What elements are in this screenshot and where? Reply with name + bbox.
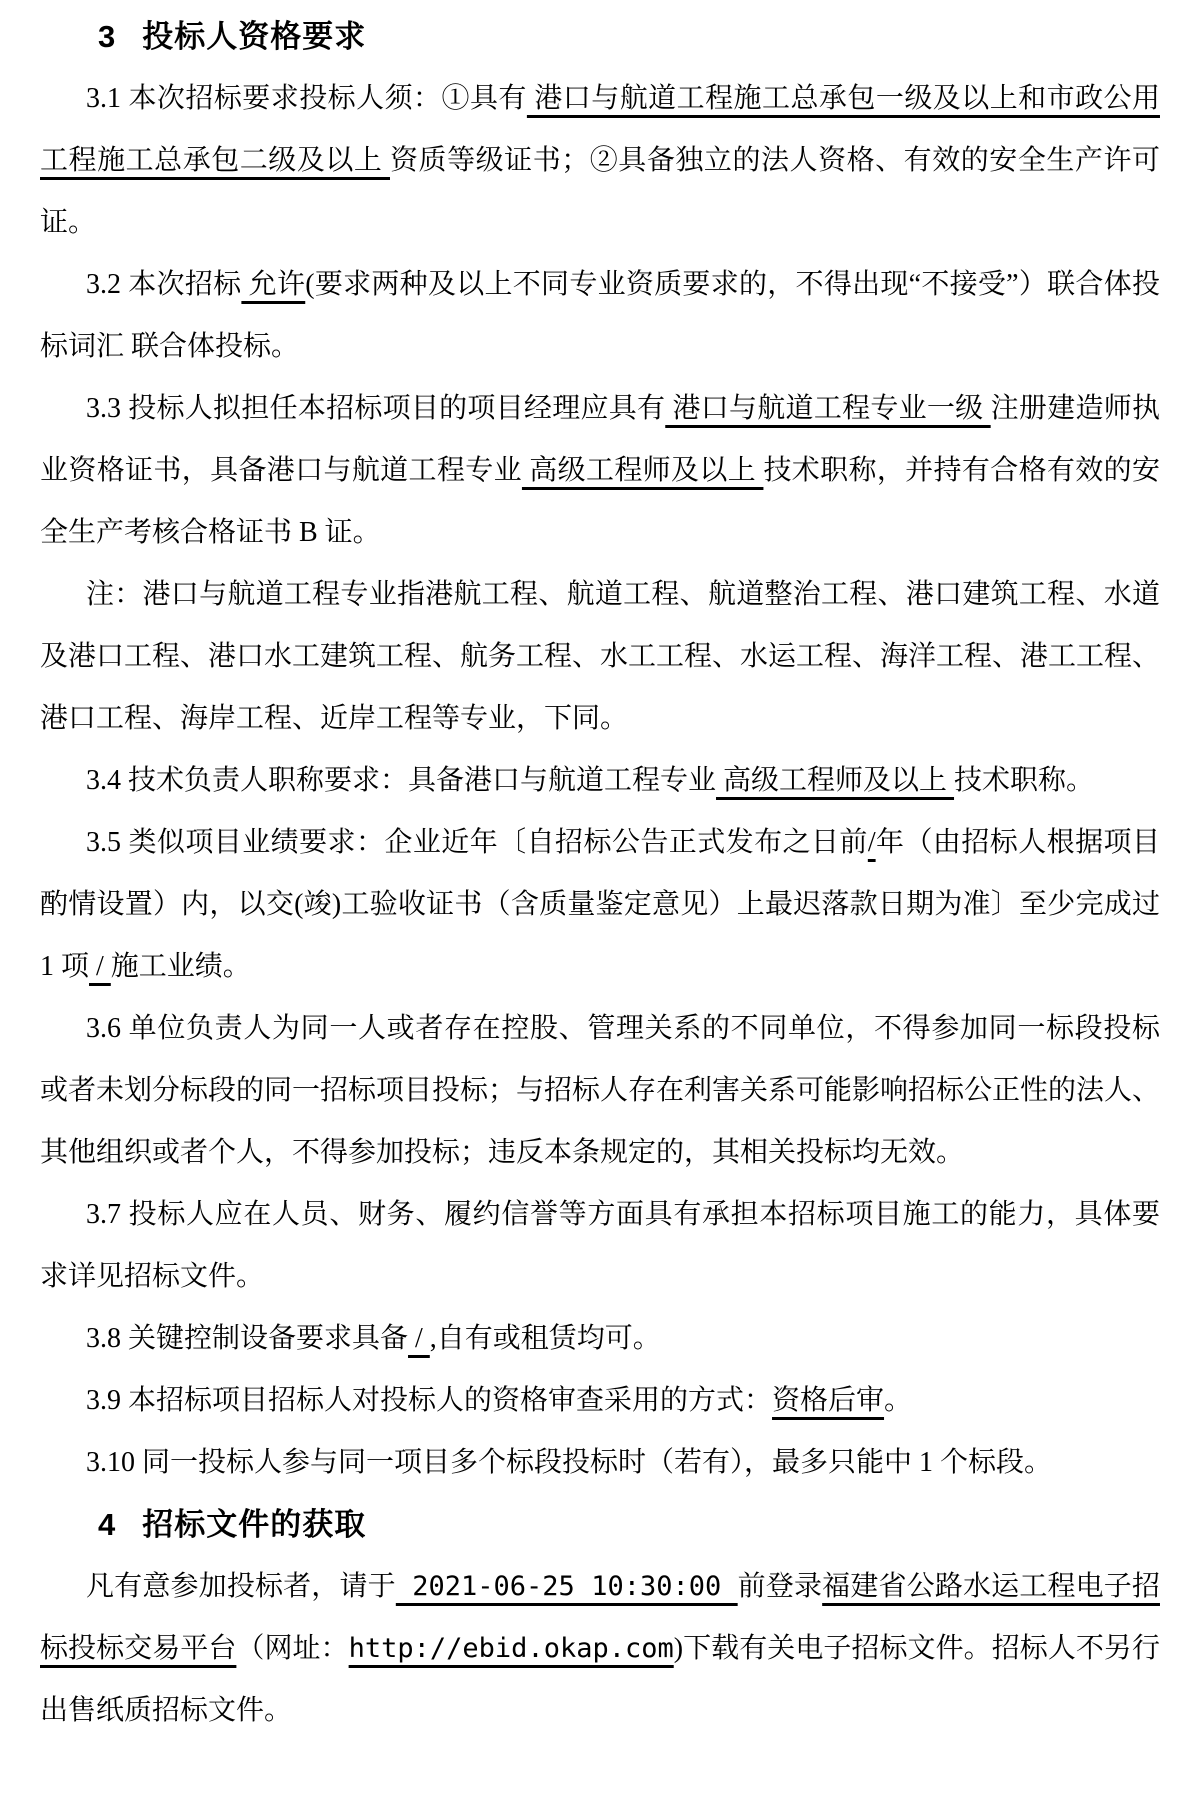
paragraph <box>40 1370 1160 1432</box>
paragraph <box>40 1308 1160 1370</box>
paragraph <box>40 750 1160 812</box>
text-segment: 技术职称，并持有合格有效的安全生产考核合格证书 B 证。 <box>40 455 1160 548</box>
underlined-text: 高级工程师及以上 <box>521 455 764 486</box>
text-segment: 凡有意参加投标者，请于 <box>86 1571 396 1602</box>
underlined-text: 福建省公路水运工程电子招标投标交易平台 <box>40 1571 1160 1664</box>
paragraph <box>40 378 1160 564</box>
text-segment: 前登录 <box>737 1571 823 1602</box>
text-segment: 技术职称。 <box>954 765 1095 796</box>
underlined-text: 2021-06-25 10:30:00 <box>395 1571 738 1602</box>
text-segment: 3.6 单位负责人为同一人或者存在控股、管理关系的不同单位，不得参加同一标段投标或者未划分标段的同一招标项目投标；与招标人存在利害关系可能影响招标公正性的法人、其他组织或者个人，不得参加投标；违反本条规定的，其相关投标均无效。 <box>40 1013 1161 1168</box>
text-segment: 。 <box>884 1385 913 1416</box>
underlined-text: 允许 <box>241 269 306 300</box>
section-number: 4 <box>98 1507 117 1542</box>
paragraph <box>40 68 1160 254</box>
text-segment: 3.3 投标人拟担任本招标项目的项目经理应具有 <box>86 393 666 424</box>
underlined-text: 港口与航道工程专业一级 <box>665 393 991 424</box>
paragraph <box>40 564 1160 750</box>
text-segment: 3.2 本次招标 <box>86 269 242 300</box>
text-segment: 3.1 本次招标要求投标人须：①具有 <box>86 83 527 114</box>
text-segment: 年（由招标人根据项目酌情设置）内，以交(竣)工验收证书（含质量鉴定意见）上最迟落款日期为准〕至少完成过 1 项 <box>40 827 1160 982</box>
text-segment: 注：港口与航道工程专业指港航工程、航道工程、航道整治工程、港口建筑工程、水道及港口工程、港口水工建筑工程、航务工程、水工工程、水运工程、海洋工程、港工工程、港口工程、海岸工程、近岸工程等专业，下同。 <box>40 579 1161 734</box>
underlined-text: / <box>89 951 111 982</box>
text-segment: 施工业绩。 <box>110 951 251 982</box>
text-segment: 3.10 同一投标人参与同一项目多个标段投标时（若有），最多只能中 1 个标段。 <box>86 1447 1053 1478</box>
paragraph <box>40 254 1160 378</box>
text-segment: 资质等级证书；②具备独立的法人资格、有效的安全生产许可证。 <box>40 145 1160 238</box>
paragraph <box>40 1432 1160 1494</box>
paragraph <box>40 1556 1160 1742</box>
text-segment: 3.4 技术负责人职称要求：具备港口与航道工程专业 <box>86 765 717 796</box>
text-segment: ,自有或租赁均可。 <box>429 1323 661 1354</box>
text-segment: (要求两种及以上不同专业资质要求的，不得出现“不接受”）联合体投标词汇 联合体投标。 <box>40 269 1160 362</box>
text-segment: 3.8 关键控制设备要求具备 <box>86 1323 409 1354</box>
text-segment: )下载有关电子招标文件。招标人不另行出售纸质招标文件。 <box>40 1633 1160 1726</box>
underlined-text: http://ebid.okap.com <box>348 1633 674 1664</box>
section-title: 投标人资格要求 <box>142 19 367 54</box>
underlined-text: / <box>408 1323 430 1354</box>
text-segment: 注册建造师执业资格证书，具备港口与航道工程专业 <box>40 393 1160 486</box>
underlined-text: 高级工程师及以上 <box>716 765 955 796</box>
section-title: 招标文件的获取 <box>142 1507 367 1542</box>
paragraph <box>40 812 1160 998</box>
paragraph <box>40 1184 1160 1308</box>
section-heading <box>40 6 1160 68</box>
text-segment: （网址： <box>236 1633 349 1664</box>
text-segment: 3.7 投标人应在人员、财务、履约信誉等方面具有承担本招标项目施工的能力，具体要求详见招标文件。 <box>40 1199 1160 1292</box>
section-number: 3 <box>98 19 117 54</box>
underlined-text: / <box>867 827 876 858</box>
paragraph <box>40 998 1160 1184</box>
text-segment: 3.5 类似项目业绩要求：企业近年〔自招标公告正式发布之日前 <box>86 827 868 858</box>
underlined-text: 资格后审 <box>772 1385 885 1416</box>
section-heading <box>40 1494 1160 1556</box>
underlined-text: 港口与航道工程施工总承包一级及以上和市政公用工程施工总承包二级及以上 <box>40 83 1160 176</box>
text-segment: 3.9 本招标项目招标人对投标人的资格审查采用的方式： <box>86 1385 773 1416</box>
